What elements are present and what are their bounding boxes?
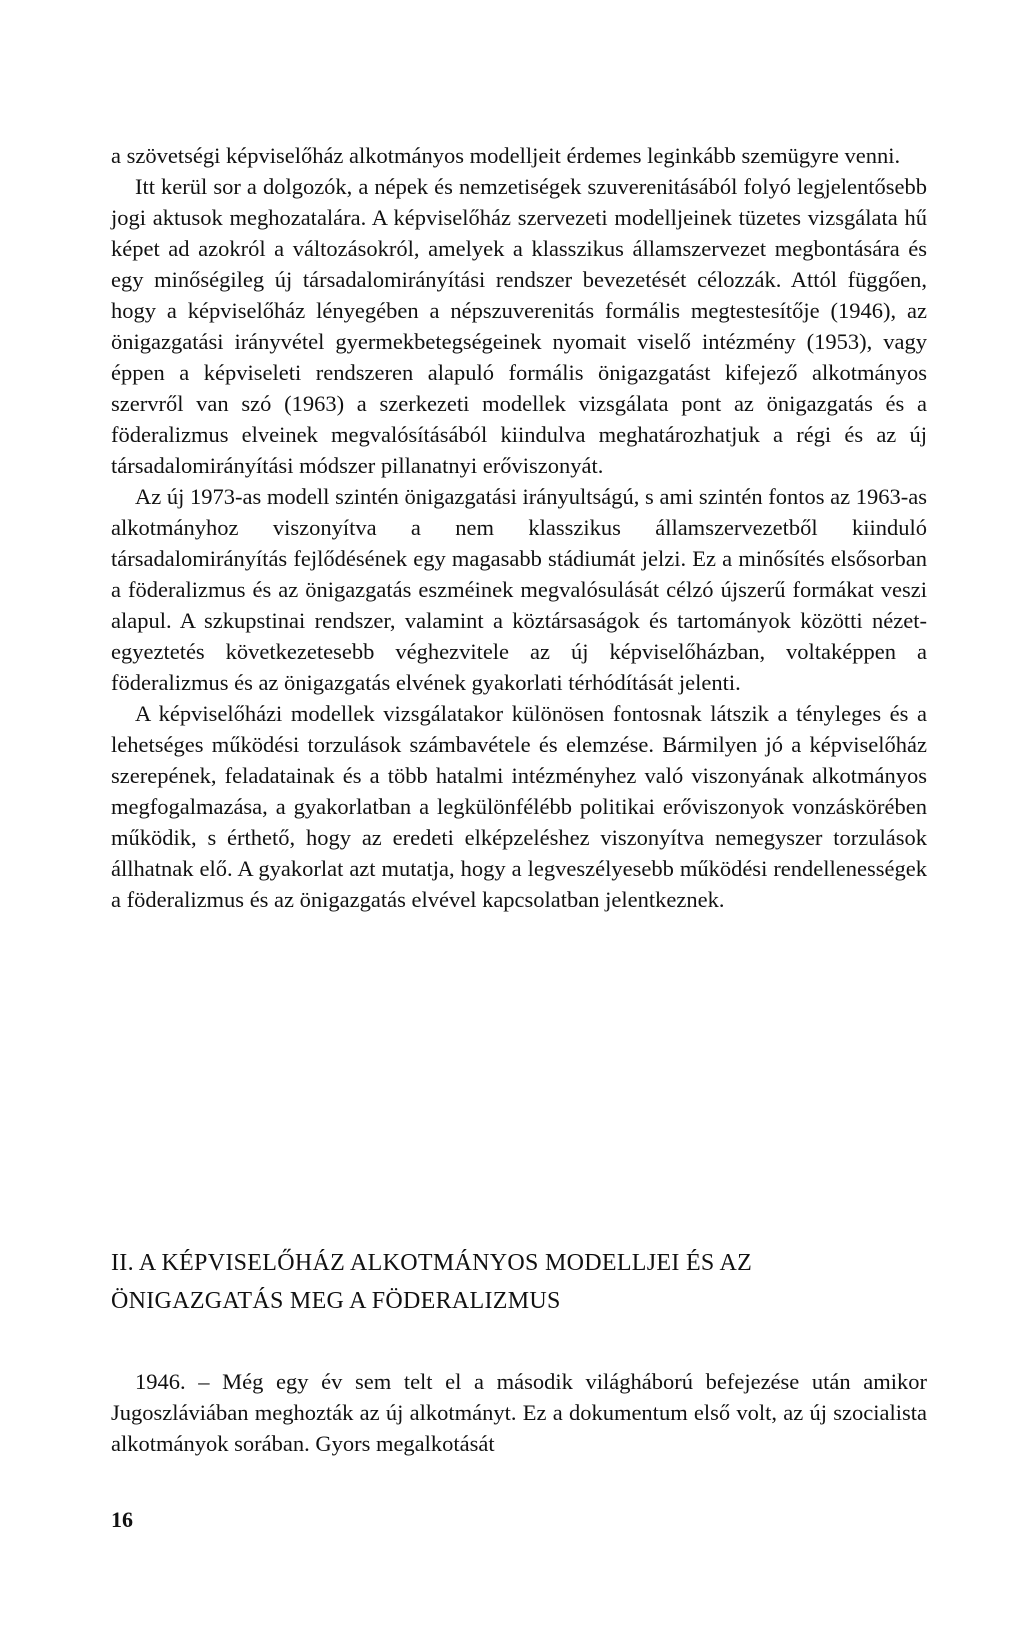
section-heading-line-2: ÖNIGAZGATÁS MEG A FÖDERALIZMUS — [111, 1288, 561, 1314]
paragraph: Az új 1973-as modell szintén önigazgatási irányultságú, s ami szintén fontos az 1963-as alkotmányhoz viszonyítva a nem klasszikus államszervezetből kiinduló társadalomirányítás fejlődésének egy magasabb stádiumát jelzi. Ez a minősítés elsősorban a föderalizmus és az önigazgatás eszméinek megvalósulását célzó újszerű formákat veszi alapul. A szkupstinai rendszer, valamint a köztársaságok és tartományok közötti nézetegyeztetés következetesebb véghezvitele az új képviselőházban, voltaképpen a föderalizmus és az önigazgatás elvének gyakorlati térhódítását jelenti. — [111, 484, 927, 695]
section-body — [111, 1366, 927, 1459]
paragraph: A képviselőházi modellek vizsgálatakor különösen fontosnak látszik a tényleges és a lehetséges működési torzulások számbavétele és elemzése. Bármilyen jó a képviselőház szerepének, feladatainak és a több hatalmi intézményhez való viszonyának alkotmányos megfogalmazása, a gyakorlatban a legkülönfélébb politikai erőviszonyok vonzáskörében működik, s érthető, hogy az eredeti elképzeléshez viszonyítva nemegyszer torzulások állhatnak elő. A gyakorlat azt mutatja, hogy a legveszélyesebb működési rendellenességek a föderalizmus és az önigazgatás elvével kapcsolatban jelentkeznek. — [111, 701, 927, 912]
section-heading — [111, 1244, 927, 1320]
paragraph: 1946. – Még egy év sem telt el a második világháború befejezése után amikor Jugoszláviában meghozták az új alkotmányt. Ez a dokumentum első volt, az új szocialista alkotmányok sorában. Gyors megalkotását — [111, 1369, 927, 1456]
paragraph: Itt kerül sor a dolgozók, a népek és nemzetiségek szuverenitásából folyó legjelentősebb jogi aktusok meghozatalára. A képviselőház szervezeti modelljeinek tüzetes vizsgálata hű képet ad azokról a változásokról, amelyek a klasszikus államszervezet megbontására és egy minőségileg új társadalomirányítási rendszer bevezetését célozzák. Attól függően, hogy a képviselőház lényegében a népszuverenitás formális megtestesítője (1946), az önigazgatási irányvétel gyermekbetegségeinek nyomait viselő intézmény (1953), vagy éppen a képviseleti rendszeren alapuló formális önigazgatást kifejező alkotmányos szervről van szó (1963) a szerkezeti modellek vizsgálata pont az önigazgatás és a föderalizmus elveinek megvalósításából kiindulva meghatározhatjuk a régi és az új társadalomirányítási módszer pillanatnyi erőviszonyát. — [111, 174, 927, 478]
section-heading-line-1: II. A KÉPVISELŐHÁZ ALKOTMÁNYOS MODELLJEI ÉS AZ — [111, 1250, 753, 1276]
paragraph-continuation: a szövetségi képviselőház alkotmányos modelljeit érdemes leginkább szemügyre venni. — [111, 143, 901, 168]
body-text — [111, 140, 927, 915]
page-number: 16 — [111, 1507, 133, 1532]
